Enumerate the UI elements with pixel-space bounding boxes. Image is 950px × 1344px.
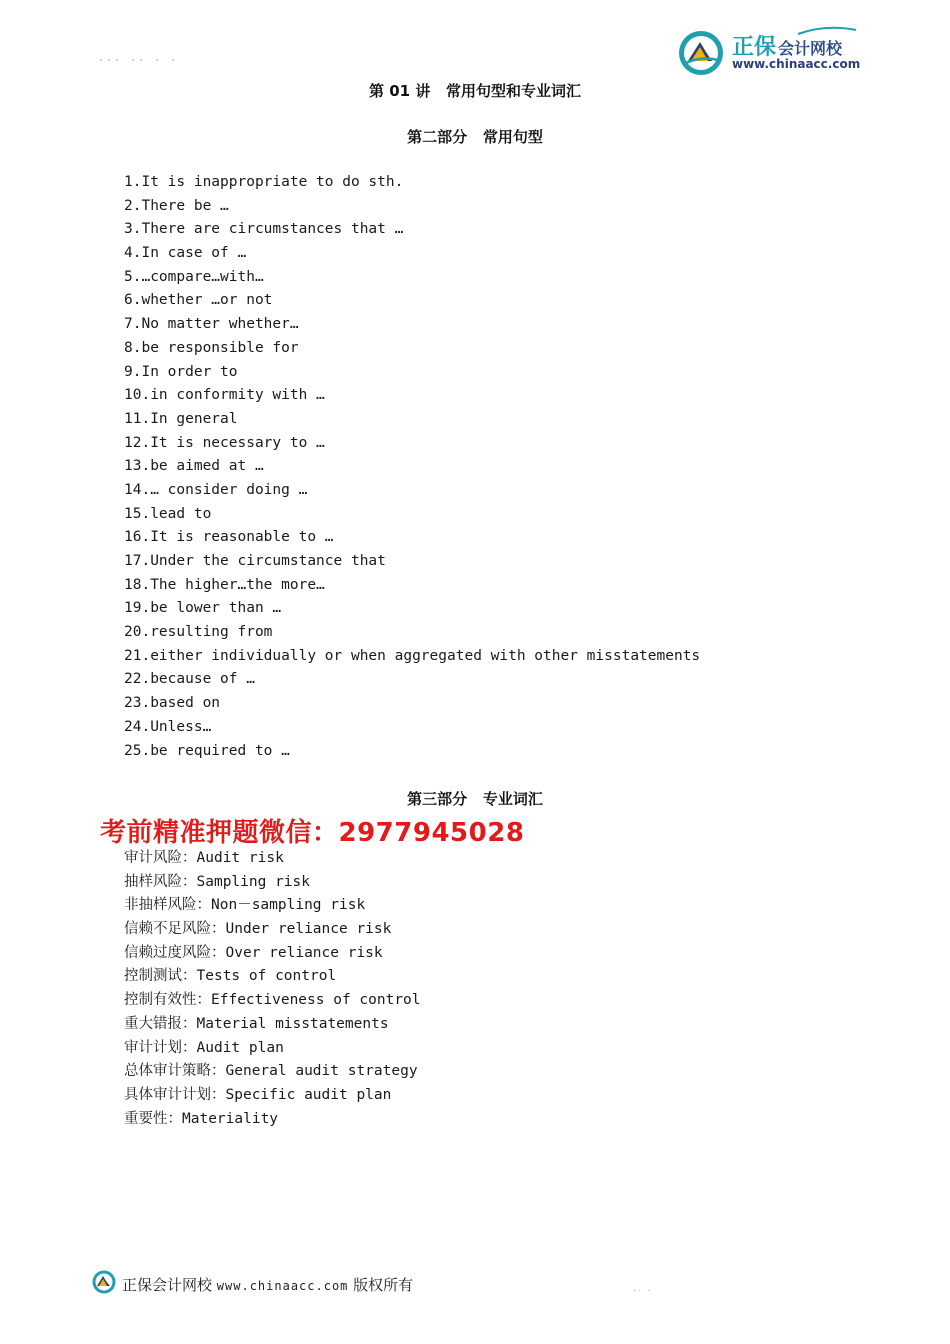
list-item: 1.It is inappropriate to do sth. <box>124 174 404 190</box>
footer-rights: 版权所有 <box>353 1276 414 1294</box>
list-item: 18.The higher…the more… <box>124 576 325 593</box>
header-corner-mark: ··· ·· · · <box>98 55 179 66</box>
list-item: 16.It is reasonable to … <box>124 529 334 546</box>
part2-title: 第二部分 常用句型 <box>407 128 543 146</box>
list-item: 17.Under the circumstance that <box>124 553 386 569</box>
list-item: 20.resulting from <box>124 624 273 641</box>
footer-page-mark: ·· · <box>632 1286 652 1295</box>
chinaacc-logo-icon <box>678 30 724 76</box>
list-item: 11.In general <box>124 410 238 427</box>
list-item: 22.because of … <box>124 671 255 688</box>
part3-title: 第三部分 专业词汇 <box>407 790 543 808</box>
footer-brand: 正保会计网校 <box>122 1276 213 1294</box>
list-item: 非抽样风险：Non－sampling risk <box>124 897 366 914</box>
vocabulary-list <box>124 847 421 1131</box>
footer-url[interactable]: www.chinaacc.com <box>216 1279 349 1293</box>
logo-url: www.chinaacc.com <box>732 57 861 71</box>
list-item: 24.Unless… <box>124 718 212 735</box>
list-item: 2.There be … <box>124 197 229 214</box>
list-item: 12.It is necessary to … <box>124 434 325 451</box>
promo-banner-text: 考前精准押题微信：2977945028 <box>100 818 525 848</box>
list-item: 3.There are circumstances that … <box>124 221 404 238</box>
list-item: 信赖过度风险：Over reliance risk <box>124 944 383 961</box>
list-item: 6.whether …or not <box>124 292 273 309</box>
chinaacc-footer-icon <box>92 1270 116 1294</box>
list-item: 14.… consider doing … <box>124 481 308 498</box>
list-item: 7.No matter whether… <box>124 316 299 333</box>
logo-brand-name: 正保 会计网校 <box>732 35 843 60</box>
list-item: 重大错报：Material misstatements <box>124 1015 389 1032</box>
list-item: 21.either individually or when aggregated with other misstatements <box>124 647 701 664</box>
list-item: 控制测试：Tests of control <box>124 968 337 985</box>
sentence-pattern-list <box>124 171 700 763</box>
list-item: 9.In order to <box>124 363 238 380</box>
list-item: 25.be required to … <box>124 742 290 759</box>
list-item: 具体审计计划：Specific audit plan <box>124 1086 392 1103</box>
list-item: 5.…compare…with… <box>124 268 264 285</box>
list-item: 审计风险：Audit risk <box>124 850 284 866</box>
list-item: 4.In case of … <box>124 245 247 262</box>
list-item: 19.be lower than … <box>124 600 282 617</box>
list-item: 控制有效性：Effectiveness of control <box>124 992 421 1009</box>
list-item: 15.lead to <box>124 505 212 522</box>
footer-text <box>122 1274 413 1295</box>
list-item: 信赖不足风险：Under reliance risk <box>124 921 392 938</box>
list-item: 重要性：Materiality <box>124 1110 279 1127</box>
list-item: 8.be responsible for <box>124 339 299 356</box>
list-item: 审计计划：Audit plan <box>124 1039 284 1056</box>
list-item: 总体审计策略：General audit strategy <box>124 1063 418 1080</box>
list-item: 13.be aimed at … <box>124 458 264 475</box>
list-item: 10.in conformity with … <box>124 387 325 404</box>
list-item: 23.based on <box>124 695 221 712</box>
header-logo <box>678 28 868 78</box>
lecture-title: 第 01 讲 常用句型和专业词汇 <box>369 82 581 100</box>
list-item: 抽样风险：Sampling risk <box>124 873 310 890</box>
